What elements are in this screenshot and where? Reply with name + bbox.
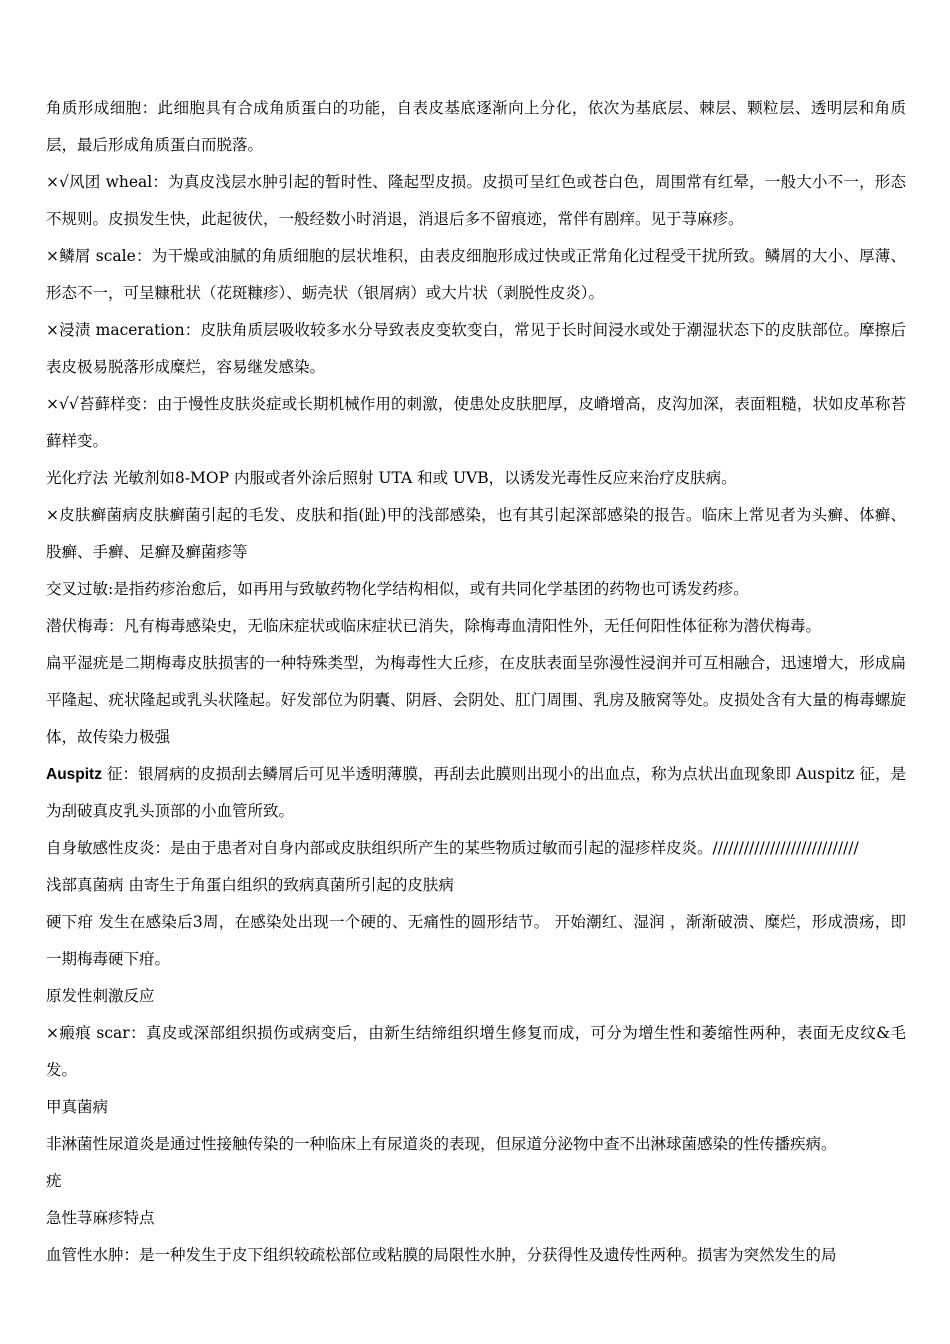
paragraph-ngu: 非淋菌性尿道炎是通过性接触传染的一种临床上有尿道炎的表现，但尿道分泌物中查不出淋球菌感染的性传播疾病。 <box>46 1135 837 1153</box>
paragraph-scale: ×鳞屑 scale：为干燥或油腻的角质细胞的层状堆积，由表皮细胞形成过快或正常角化过程受干扰所致。鳞屑的大小、厚薄、形态不一，可呈糠秕状（花斑糠疹）、蛎壳状（银屑病）或大片状（剥脱性皮炎）。 <box>46 247 906 302</box>
paragraph-latent-syphilis: 潜伏梅毒：凡有梅毒感染史，无临床症状或临床症状已消失，除梅毒血清阳性外，无任何阳性体征称为潜伏梅毒。 <box>46 617 822 635</box>
paragraph-keratinocyte: 角质形成细胞：此细胞具有合成角质蛋白的功能，自表皮基底逐渐向上分化，依次为基底层、棘层、颗粒层、透明层和角质层，最后形成角质蛋白而脱落。 <box>46 99 906 154</box>
paragraph-wheal: ×√风团 wheal：为真皮浅层水肿引起的暂时性、隆起型皮损。皮损可呈红色或苍白色，周围常有红晕，一般大小不一，形态不规则。皮损发生快，此起彼伏，一般经数小时消退，消退后多不留痕迹，常伴有剧痒。见于荨麻疹。 <box>46 173 906 228</box>
paragraph-condyloma-latum: 扁平湿疣是二期梅毒皮肤损害的一种特殊类型，为梅毒性大丘疹，在皮肤表面呈弥漫性浸润并可互相融合，迅速增大，形成扁平隆起、疣状隆起或乳头状隆起。好发部位为阴囊、阴唇、会阴处、肛门周围、乳房及腋窝等处。皮损处含有大量的梅毒螺旋体，故传染力极强 <box>46 654 906 746</box>
paragraph-scar: ×瘢痕 scar：真皮或深部组织损伤或病变后，由新生结缔组织增生修复而成，可分为增生性和萎缩性两种，表面无皮纹&毛发。 <box>46 1024 906 1079</box>
paragraph-angioedema: 血管性水肿：是一种发生于皮下组织较疏松部位或粘膜的局限性水肿，分获得性及遗传性两种。损害为突然发生的局 <box>46 1246 837 1264</box>
paragraph-lichenification: ×√√苔藓样变：由于慢性皮肤炎症或长期机械作用的刺激，使患处皮肤肥厚，皮嵴增高，皮沟加深，表面粗糙，状如皮革称苔藓样变。 <box>46 395 906 450</box>
paragraph-onychomycosis: 甲真菌病 <box>46 1098 109 1116</box>
paragraph-acute-urticaria: 急性荨麻疹特点 <box>46 1209 155 1227</box>
paragraph-photochemotherapy: 光化疗法 光敏剂如8-MOP 内服或者外涂后照射 UTA 和或 UVB，以诱发光毒性反应来治疗皮肤病。 <box>46 469 737 487</box>
paragraph-wart: 疣 <box>46 1172 62 1190</box>
paragraph-dermatophytosis: ×皮肤癣菌病皮肤癣菌引起的毛发、皮肤和指(趾)甲的浅部感染，也有其引起深部感染的报告。临床上常见者为头癣、体癣、股癣、手癣、足癣及癣菌疹等 <box>46 506 906 561</box>
paragraph-autosensitization: 自身敏感性皮炎：是由于患者对自身内部或皮肤组织所产生的某些物质过敏而引起的湿疹样皮炎。//////////////////////////// <box>46 839 859 857</box>
paragraph-cross-allergy: 交叉过敏:是指药疹治愈后，如再用与致敏药物化学结构相似，或有共同化学基团的药物也可诱发药疹。 <box>46 580 749 598</box>
paragraph-superficial-mycosis: 浅部真菌病 由寄生于角蛋白组织的致病真菌所引起的皮肤病 <box>46 876 454 894</box>
paragraph-auspitz-sign: Auspitz 征：银屑病的皮损刮去鳞屑后可见半透明薄膜，再刮去此膜则出现小的出血点，称为点状出血现象即 Auspitz 征，是为刮破真皮乳头顶部的小血管所致。 <box>46 765 906 820</box>
paragraph-maceration: ×浸渍 maceration：皮肤角质层吸收较多水分导致表皮变软变白，常见于长时间浸水或处于潮湿状态下的皮肤部位。摩擦后表皮极易脱落形成糜烂，容易继发感染。 <box>46 321 906 376</box>
paragraph-primary-irritation: 原发性刺激反应 <box>46 987 155 1005</box>
auspitz-term: Auspitz <box>46 766 102 783</box>
paragraph-chancre: 硬下疳 发生在感染后3周，在感染处出现一个硬的、无痛性的圆形结节。 开始潮红、湿润 ，渐渐破溃、糜烂，形成溃疡，即一期梅毒硬下疳。 <box>46 913 906 968</box>
